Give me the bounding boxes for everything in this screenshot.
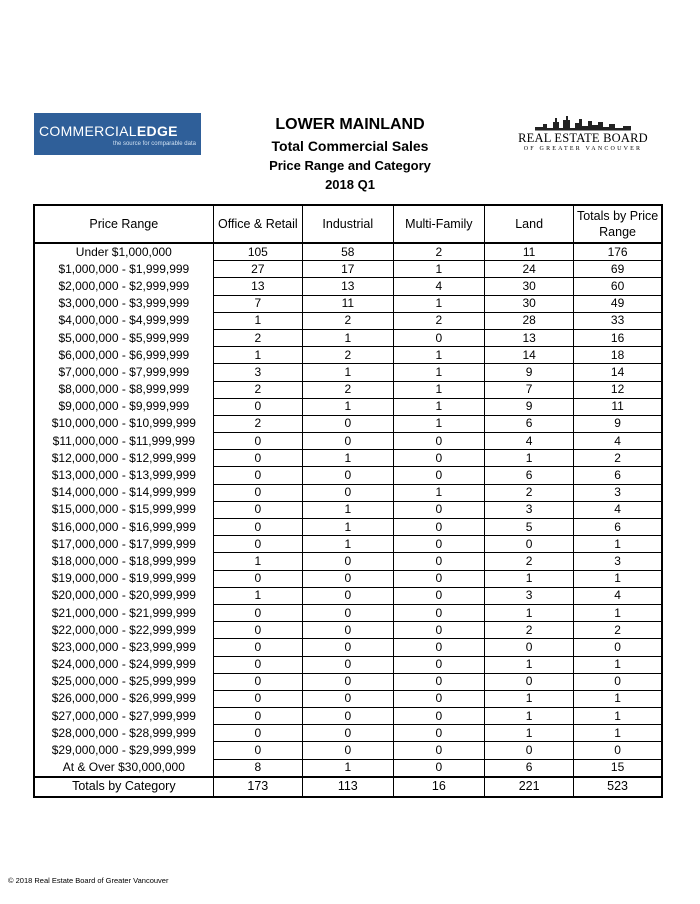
report-subtitle: Total Commercial Sales bbox=[271, 138, 429, 154]
cell-industrial: 1 bbox=[303, 759, 394, 777]
cell-multi-family: 1 bbox=[393, 261, 485, 278]
cell-total: 1 bbox=[574, 690, 662, 707]
cell-office-retail: 1 bbox=[213, 312, 302, 329]
cell-land: 1 bbox=[485, 570, 574, 587]
table-row bbox=[34, 467, 662, 484]
table-row bbox=[34, 690, 662, 707]
cell-industrial: 0 bbox=[303, 604, 394, 621]
cell-industrial: 0 bbox=[303, 656, 394, 673]
cell-office-retail: 0 bbox=[213, 398, 302, 415]
cell-total: 3 bbox=[574, 553, 662, 570]
cell-land: 6 bbox=[485, 415, 574, 432]
cell-industrial: 2 bbox=[303, 347, 394, 364]
cell-total: 18 bbox=[574, 347, 662, 364]
table-row bbox=[34, 536, 662, 553]
table-row bbox=[34, 381, 662, 398]
table-row bbox=[34, 673, 662, 690]
table-row bbox=[34, 587, 662, 604]
cell-office-retail: 0 bbox=[213, 708, 302, 725]
table-row bbox=[34, 433, 662, 450]
cell-industrial: 1 bbox=[303, 519, 394, 536]
copyright-footer: © 2018 Real Estate Board of Greater Vancouver bbox=[8, 876, 169, 885]
cell-total: 1 bbox=[574, 725, 662, 742]
cell-land: 6 bbox=[485, 759, 574, 777]
cell-office-retail: 0 bbox=[213, 450, 302, 467]
cell-price-range: $9,000,000 - $9,999,999 bbox=[34, 398, 213, 415]
cell-price-range: $13,000,000 - $13,999,999 bbox=[34, 467, 213, 484]
cell-multi-family: 2 bbox=[393, 243, 485, 261]
cell-industrial: 13 bbox=[303, 278, 394, 295]
cell-industrial: 0 bbox=[303, 742, 394, 759]
cell-multi-family: 2 bbox=[393, 312, 485, 329]
cell-price-range: $23,000,000 - $23,999,999 bbox=[34, 639, 213, 656]
total-industrial: 113 bbox=[303, 777, 394, 797]
cell-total: 49 bbox=[574, 295, 662, 312]
cell-land: 30 bbox=[485, 295, 574, 312]
report-title: LOWER MAINLAND bbox=[275, 116, 425, 133]
cell-total: 6 bbox=[574, 467, 662, 484]
cell-total: 0 bbox=[574, 742, 662, 759]
cell-price-range: $7,000,000 - $7,999,999 bbox=[34, 364, 213, 381]
cell-total: 1 bbox=[574, 604, 662, 621]
cell-price-range: $12,000,000 - $12,999,999 bbox=[34, 450, 213, 467]
cell-land: 4 bbox=[485, 433, 574, 450]
table-row bbox=[34, 347, 662, 364]
cell-multi-family: 0 bbox=[393, 501, 485, 518]
cell-total: 33 bbox=[574, 312, 662, 329]
cell-multi-family: 1 bbox=[393, 295, 485, 312]
cell-total: 69 bbox=[574, 261, 662, 278]
cell-price-range: $3,000,000 - $3,999,999 bbox=[34, 295, 213, 312]
total-total: 523 bbox=[574, 777, 662, 797]
cell-office-retail: 0 bbox=[213, 501, 302, 518]
cell-land: 2 bbox=[485, 622, 574, 639]
cell-total: 6 bbox=[574, 519, 662, 536]
cell-price-range: $8,000,000 - $8,999,999 bbox=[34, 381, 213, 398]
table-row bbox=[34, 364, 662, 381]
cell-price-range: $18,000,000 - $18,999,999 bbox=[34, 553, 213, 570]
report-period: 2018 Q1 bbox=[325, 177, 375, 192]
table-row bbox=[34, 604, 662, 621]
cell-industrial: 0 bbox=[303, 622, 394, 639]
cell-office-retail: 0 bbox=[213, 725, 302, 742]
cell-land: 1 bbox=[485, 656, 574, 673]
table-row bbox=[34, 312, 662, 329]
cell-land: 6 bbox=[485, 467, 574, 484]
cell-office-retail: 1 bbox=[213, 587, 302, 604]
cell-price-range: $22,000,000 - $22,999,999 bbox=[34, 622, 213, 639]
table-row bbox=[34, 484, 662, 501]
table-body bbox=[34, 243, 662, 797]
total-office-retail: 173 bbox=[213, 777, 302, 797]
cell-multi-family: 1 bbox=[393, 415, 485, 432]
cell-total: 4 bbox=[574, 501, 662, 518]
cell-price-range: $21,000,000 - $21,999,999 bbox=[34, 604, 213, 621]
table-row bbox=[34, 295, 662, 312]
cell-industrial: 2 bbox=[303, 381, 394, 398]
cell-industrial: 0 bbox=[303, 673, 394, 690]
col-header-multi-family: Multi-Family bbox=[393, 205, 485, 243]
cell-land: 7 bbox=[485, 381, 574, 398]
cell-total: 4 bbox=[574, 587, 662, 604]
cell-multi-family: 0 bbox=[393, 656, 485, 673]
cell-industrial: 0 bbox=[303, 570, 394, 587]
cell-multi-family: 1 bbox=[393, 347, 485, 364]
cell-office-retail: 0 bbox=[213, 742, 302, 759]
commercial-edge-wordmark bbox=[39, 124, 196, 139]
cell-office-retail: 0 bbox=[213, 690, 302, 707]
cell-industrial: 0 bbox=[303, 708, 394, 725]
cell-land: 14 bbox=[485, 347, 574, 364]
cell-price-range: $6,000,000 - $6,999,999 bbox=[34, 347, 213, 364]
cell-land: 28 bbox=[485, 312, 574, 329]
report-header bbox=[200, 115, 500, 194]
rebgv-sub: OF GREATER VANCOUVER bbox=[523, 146, 643, 152]
cell-multi-family: 0 bbox=[393, 604, 485, 621]
cell-office-retail: 7 bbox=[213, 295, 302, 312]
cell-price-range: $11,000,000 - $11,999,999 bbox=[34, 433, 213, 450]
cell-land: 30 bbox=[485, 278, 574, 295]
cell-industrial: 0 bbox=[303, 415, 394, 432]
report-subtitle-2: Price Range and Category bbox=[269, 158, 431, 173]
cell-land: 2 bbox=[485, 553, 574, 570]
cell-price-range: $17,000,000 - $17,999,999 bbox=[34, 536, 213, 553]
cell-land: 0 bbox=[485, 742, 574, 759]
cell-office-retail: 0 bbox=[213, 673, 302, 690]
cell-land: 3 bbox=[485, 587, 574, 604]
cell-multi-family: 0 bbox=[393, 690, 485, 707]
table-row bbox=[34, 243, 662, 261]
cell-office-retail: 0 bbox=[213, 622, 302, 639]
cell-industrial: 0 bbox=[303, 467, 394, 484]
table-row bbox=[34, 398, 662, 415]
cell-industrial: 0 bbox=[303, 484, 394, 501]
cell-industrial: 0 bbox=[303, 690, 394, 707]
cell-land: 1 bbox=[485, 725, 574, 742]
table-row bbox=[34, 415, 662, 432]
cell-office-retail: 27 bbox=[213, 261, 302, 278]
cell-industrial: 1 bbox=[303, 398, 394, 415]
table-row bbox=[34, 622, 662, 639]
cell-total: 15 bbox=[574, 759, 662, 777]
cell-price-range: $10,000,000 - $10,999,999 bbox=[34, 415, 213, 432]
table-row bbox=[34, 329, 662, 346]
cell-industrial: 1 bbox=[303, 536, 394, 553]
cell-industrial: 1 bbox=[303, 450, 394, 467]
table-row bbox=[34, 570, 662, 587]
cell-price-range: $24,000,000 - $24,999,999 bbox=[34, 656, 213, 673]
cell-land: 1 bbox=[485, 450, 574, 467]
cell-office-retail: 105 bbox=[213, 243, 302, 261]
cell-land: 1 bbox=[485, 708, 574, 725]
col-header-totals: Totals by Price Range bbox=[574, 205, 662, 243]
logo-brand-a: COMMERCIAL bbox=[39, 123, 137, 139]
cell-office-retail: 1 bbox=[213, 347, 302, 364]
total-price-range: Totals by Category bbox=[34, 777, 213, 797]
cell-total: 9 bbox=[574, 415, 662, 432]
cell-office-retail: 0 bbox=[213, 467, 302, 484]
cell-price-range: Under $1,000,000 bbox=[34, 243, 213, 261]
cell-multi-family: 0 bbox=[393, 536, 485, 553]
cell-office-retail: 0 bbox=[213, 519, 302, 536]
cell-multi-family: 0 bbox=[393, 519, 485, 536]
col-header-industrial: Industrial bbox=[303, 205, 394, 243]
cell-office-retail: 3 bbox=[213, 364, 302, 381]
cell-multi-family: 1 bbox=[393, 484, 485, 501]
cell-industrial: 0 bbox=[303, 725, 394, 742]
cell-office-retail: 8 bbox=[213, 759, 302, 777]
table-row bbox=[34, 639, 662, 656]
cell-multi-family: 1 bbox=[393, 381, 485, 398]
table-row bbox=[34, 725, 662, 742]
cell-total: 1 bbox=[574, 708, 662, 725]
cell-total: 0 bbox=[574, 673, 662, 690]
cell-office-retail: 0 bbox=[213, 639, 302, 656]
cell-price-range: At & Over $30,000,000 bbox=[34, 759, 213, 777]
table-row bbox=[34, 759, 662, 777]
cell-land: 24 bbox=[485, 261, 574, 278]
table-row bbox=[34, 553, 662, 570]
cell-price-range: $28,000,000 - $28,999,999 bbox=[34, 725, 213, 742]
cell-price-range: $1,000,000 - $1,999,999 bbox=[34, 261, 213, 278]
cell-price-range: $15,000,000 - $15,999,999 bbox=[34, 501, 213, 518]
cell-industrial: 1 bbox=[303, 329, 394, 346]
table-row bbox=[34, 501, 662, 518]
cell-land: 3 bbox=[485, 501, 574, 518]
cell-total: 60 bbox=[574, 278, 662, 295]
skyline-icon bbox=[533, 112, 633, 132]
cell-industrial: 0 bbox=[303, 433, 394, 450]
cell-office-retail: 2 bbox=[213, 381, 302, 398]
cell-multi-family: 0 bbox=[393, 329, 485, 346]
cell-total: 1 bbox=[574, 536, 662, 553]
cell-industrial: 2 bbox=[303, 312, 394, 329]
commercial-edge-logo bbox=[34, 113, 201, 155]
cell-land: 0 bbox=[485, 673, 574, 690]
cell-price-range: $26,000,000 - $26,999,999 bbox=[34, 690, 213, 707]
cell-multi-family: 0 bbox=[393, 622, 485, 639]
cell-office-retail: 2 bbox=[213, 415, 302, 432]
cell-office-retail: 0 bbox=[213, 604, 302, 621]
cell-industrial: 1 bbox=[303, 364, 394, 381]
cell-multi-family: 0 bbox=[393, 570, 485, 587]
table-row bbox=[34, 261, 662, 278]
table-row bbox=[34, 742, 662, 759]
cell-land: 0 bbox=[485, 639, 574, 656]
col-header-office-retail: Office & Retail bbox=[213, 205, 302, 243]
cell-multi-family: 0 bbox=[393, 433, 485, 450]
cell-industrial: 58 bbox=[303, 243, 394, 261]
cell-land: 2 bbox=[485, 484, 574, 501]
cell-price-range: $27,000,000 - $27,999,999 bbox=[34, 708, 213, 725]
cell-multi-family: 0 bbox=[393, 553, 485, 570]
table-row bbox=[34, 450, 662, 467]
cell-office-retail: 2 bbox=[213, 329, 302, 346]
cell-industrial: 0 bbox=[303, 587, 394, 604]
table-row bbox=[34, 656, 662, 673]
totals-row bbox=[34, 777, 662, 797]
cell-industrial: 11 bbox=[303, 295, 394, 312]
table-row bbox=[34, 519, 662, 536]
cell-total: 0 bbox=[574, 639, 662, 656]
cell-total: 1 bbox=[574, 570, 662, 587]
cell-price-range: $2,000,000 - $2,999,999 bbox=[34, 278, 213, 295]
cell-price-range: $4,000,000 - $4,999,999 bbox=[34, 312, 213, 329]
table-row bbox=[34, 708, 662, 725]
cell-land: 11 bbox=[485, 243, 574, 261]
cell-land: 1 bbox=[485, 604, 574, 621]
cell-office-retail: 0 bbox=[213, 484, 302, 501]
col-header-price-range: Price Range bbox=[34, 205, 213, 243]
cell-price-range: $5,000,000 - $5,999,999 bbox=[34, 329, 213, 346]
cell-price-range: $19,000,000 - $19,999,999 bbox=[34, 570, 213, 587]
cell-multi-family: 0 bbox=[393, 467, 485, 484]
cell-industrial: 17 bbox=[303, 261, 394, 278]
cell-multi-family: 0 bbox=[393, 639, 485, 656]
cell-office-retail: 13 bbox=[213, 278, 302, 295]
cell-total: 12 bbox=[574, 381, 662, 398]
cell-office-retail: 0 bbox=[213, 536, 302, 553]
cell-land: 13 bbox=[485, 329, 574, 346]
cell-land: 9 bbox=[485, 398, 574, 415]
cell-price-range: $29,000,000 - $29,999,999 bbox=[34, 742, 213, 759]
cell-total: 3 bbox=[574, 484, 662, 501]
total-land: 221 bbox=[485, 777, 574, 797]
cell-total: 2 bbox=[574, 450, 662, 467]
cell-multi-family: 0 bbox=[393, 708, 485, 725]
table-header-row bbox=[34, 205, 662, 243]
cell-total: 2 bbox=[574, 622, 662, 639]
cell-office-retail: 0 bbox=[213, 656, 302, 673]
cell-total: 11 bbox=[574, 398, 662, 415]
cell-total: 14 bbox=[574, 364, 662, 381]
cell-price-range: $20,000,000 - $20,999,999 bbox=[34, 587, 213, 604]
logo-tagline: the source for comparable data bbox=[112, 141, 196, 147]
rebgv-name: REAL ESTATE BOARD bbox=[518, 131, 648, 145]
cell-office-retail: 0 bbox=[213, 433, 302, 450]
cell-total: 176 bbox=[574, 243, 662, 261]
cell-industrial: 1 bbox=[303, 501, 394, 518]
total-multi-family: 16 bbox=[393, 777, 485, 797]
cell-multi-family: 1 bbox=[393, 398, 485, 415]
cell-total: 16 bbox=[574, 329, 662, 346]
cell-land: 5 bbox=[485, 519, 574, 536]
sales-table bbox=[33, 204, 663, 798]
cell-office-retail: 1 bbox=[213, 553, 302, 570]
cell-office-retail: 0 bbox=[213, 570, 302, 587]
cell-multi-family: 0 bbox=[393, 673, 485, 690]
cell-multi-family: 0 bbox=[393, 742, 485, 759]
logo-brand-b: EDGE bbox=[136, 123, 178, 139]
cell-industrial: 0 bbox=[303, 639, 394, 656]
col-header-land: Land bbox=[485, 205, 574, 243]
cell-multi-family: 0 bbox=[393, 450, 485, 467]
cell-multi-family: 1 bbox=[393, 364, 485, 381]
rebgv-logo bbox=[515, 112, 651, 162]
cell-multi-family: 0 bbox=[393, 759, 485, 777]
cell-land: 0 bbox=[485, 536, 574, 553]
cell-price-range: $25,000,000 - $25,999,999 bbox=[34, 673, 213, 690]
cell-total: 1 bbox=[574, 656, 662, 673]
cell-multi-family: 0 bbox=[393, 725, 485, 742]
cell-multi-family: 4 bbox=[393, 278, 485, 295]
cell-price-range: $16,000,000 - $16,999,999 bbox=[34, 519, 213, 536]
cell-multi-family: 0 bbox=[393, 587, 485, 604]
cell-industrial: 0 bbox=[303, 553, 394, 570]
table-row bbox=[34, 278, 662, 295]
cell-land: 1 bbox=[485, 690, 574, 707]
cell-price-range: $14,000,000 - $14,999,999 bbox=[34, 484, 213, 501]
cell-land: 9 bbox=[485, 364, 574, 381]
cell-total: 4 bbox=[574, 433, 662, 450]
